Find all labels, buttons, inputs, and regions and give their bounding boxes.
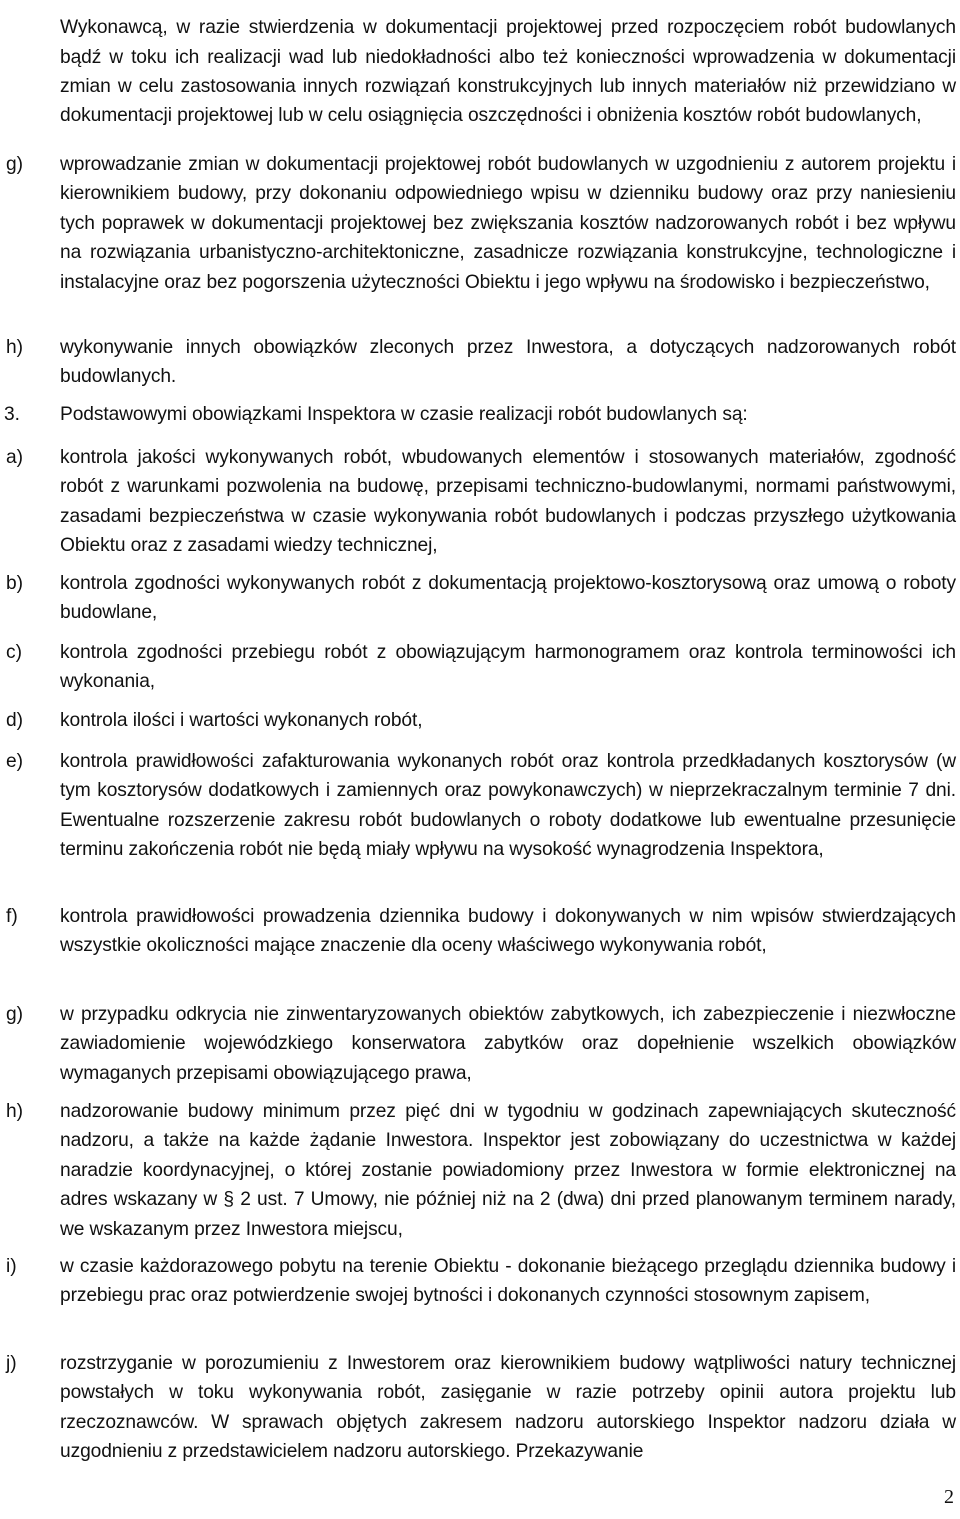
list-item-text: kontrola zgodności wykonywanych robót z dokumentacją projektowo-kosztorysową oraz umową o roboty budowlane, bbox=[60, 573, 956, 624]
intro-paragraph: Wykonawcą, w razie stwierdzenia w dokumentacji projektowej przed rozpoczęciem robót budowlanych bądź w toku ich realizacji wad lub niedokładności albo też konieczności wprowadzenia w dokumentacji zmian w celu zastosowania innych rozwiązań konstrukcyjnych lub innych materiałów niż przewidziano w dokumentacji projektowej lub w celu osiągnięcia oszczędności i obniżenia kosztów robót budowlanych, bbox=[60, 17, 956, 127]
list-item-label: i) bbox=[6, 1256, 17, 1277]
list-item-label: e) bbox=[6, 751, 24, 772]
list-item-text: wprowadzanie zmian w dokumentacji projektowej robót budowlanych w uzgodnieniu z autorem projektu i kierownikiem budowy, przy dokonaniu odpowiedniego wpisu w dzienniku budowy oraz przy naniesieniu tych poprawek w dokumentacji projektowej bez zwiększania kosztów nadzorowanych robót i bez wpływu na rozwiązania urbanistyczno-architektoniczne, zasadnicze rozwiązania konstrukcyjne, technologiczne i instalacyjne oraz bez pogorszenia użyteczności Obiektu i jego wpływu na środowisko i bezpieczeństwo, bbox=[60, 154, 956, 293]
list-item-label: a) bbox=[6, 447, 24, 468]
list-item-label: f) bbox=[6, 906, 18, 927]
list-item-text: kontrola prawidłowości zafakturowania wykonanych robót oraz kontrola przedkładanych kosztorysów (w tym kosztorysów dodatkowych i zamiennych oraz powykonawczych) w nieprzekraczalnym terminie 7 dni. Ewentualne rozszerzenie zakresu robót budowlanych o roboty dodatkowe lub ewentualne przesunięcie terminu zakończenia robót nie będą miały wpływu na wysokość wynagrodzenia Inspektora, bbox=[60, 751, 956, 861]
list-item-text: kontrola ilości i wartości wykonanych robót, bbox=[60, 710, 423, 731]
list-item-label: g) bbox=[6, 1004, 24, 1025]
list-item-label: c) bbox=[6, 642, 22, 663]
list-item-text: w czasie każdorazowego pobytu na terenie Obiektu - dokonanie bieżącego przeglądu dziennika budowy i przebiegu prac oraz potwierdzenie swojej bytności i dokonanych czynności stosownym zapisem, bbox=[60, 1256, 956, 1307]
page-number: 2 bbox=[944, 1486, 954, 1508]
list-item-label: h) bbox=[6, 1101, 24, 1122]
list-item-label: h) bbox=[6, 337, 24, 358]
list-item-label: g) bbox=[6, 154, 24, 175]
list-item-label: b) bbox=[6, 573, 24, 594]
list-item-text: kontrola prawidłowości prowadzenia dziennika budowy i dokonywanych w nim wpisów stwierdzających wszystkie okoliczności mające znaczenie dla oceny właściwego wykonywania robót, bbox=[60, 906, 956, 957]
list-item-text: wykonywanie innych obowiązków zleconych przez Inwestora, a dotyczących nadzorowanych robót budowlanych. bbox=[60, 337, 956, 388]
section-heading-text: Podstawowymi obowiązkami Inspektora w czasie realizacji robót budowlanych są: bbox=[60, 404, 748, 425]
section-number: 3. bbox=[4, 404, 21, 425]
list-item-label: j) bbox=[6, 1353, 17, 1374]
list-item-text: kontrola zgodności przebiegu robót z obowiązującym harmonogramem oraz kontrola terminowości ich wykonania, bbox=[60, 642, 956, 693]
list-item-text: nadzorowanie budowy minimum przez pięć dni w tygodniu w godzinach zapewniających skuteczność nadzoru, a także na każde żądanie Inwestora. Inspektor jest zobowiązany do uczestnictwa w każdej naradzie koordynacyjnej, o której zostanie powiadomiony przez Inwestora w formie elektronicznej na adres wskazany w § 2 ust. 7 Umowy, nie później niż na 2 (dwa) dni przed planowanym terminem narady, we wskazanym przez Inwestora miejscu, bbox=[60, 1101, 956, 1240]
list-item-text: rozstrzyganie w porozumieniu z Inwestorem oraz kierownikiem budowy wątpliwości natury technicznej powstałych w toku wykonywania robót, zasięganie w razie potrzeby opinii autora projektu lub rzeczoznawców. W sprawach objętych zakresem nadzoru autorskiego Inspektor nadzoru działa w uzgodnieniu z przedstawicielem nadzoru autorskiego. Przekazywanie bbox=[60, 1353, 956, 1463]
list-item-text: w przypadku odkrycia nie zinwentaryzowanych obiektów zabytkowych, ich zabezpieczenie i niezwłoczne zawiadomienie wojewódzkiego konserwatora zabytków oraz dopełnienie wszelkich obowiązków wymaganych przepisami obowiązującego prawa, bbox=[60, 1004, 956, 1084]
list-item-label: d) bbox=[6, 710, 24, 731]
list-item-text: kontrola jakości wykonywanych robót, wbudowanych elementów i stosowanych materiałów, zgodność robót z warunkami pozwolenia na budowę, przepisami techniczno-budowlanymi, normami państwowymi, zasadami bezpieczeństwa w czasie wykonywania robót budowlanych i podczas przyszłego użytkowania Obiektu oraz z zasadami wiedzy technicznej, bbox=[60, 447, 956, 557]
